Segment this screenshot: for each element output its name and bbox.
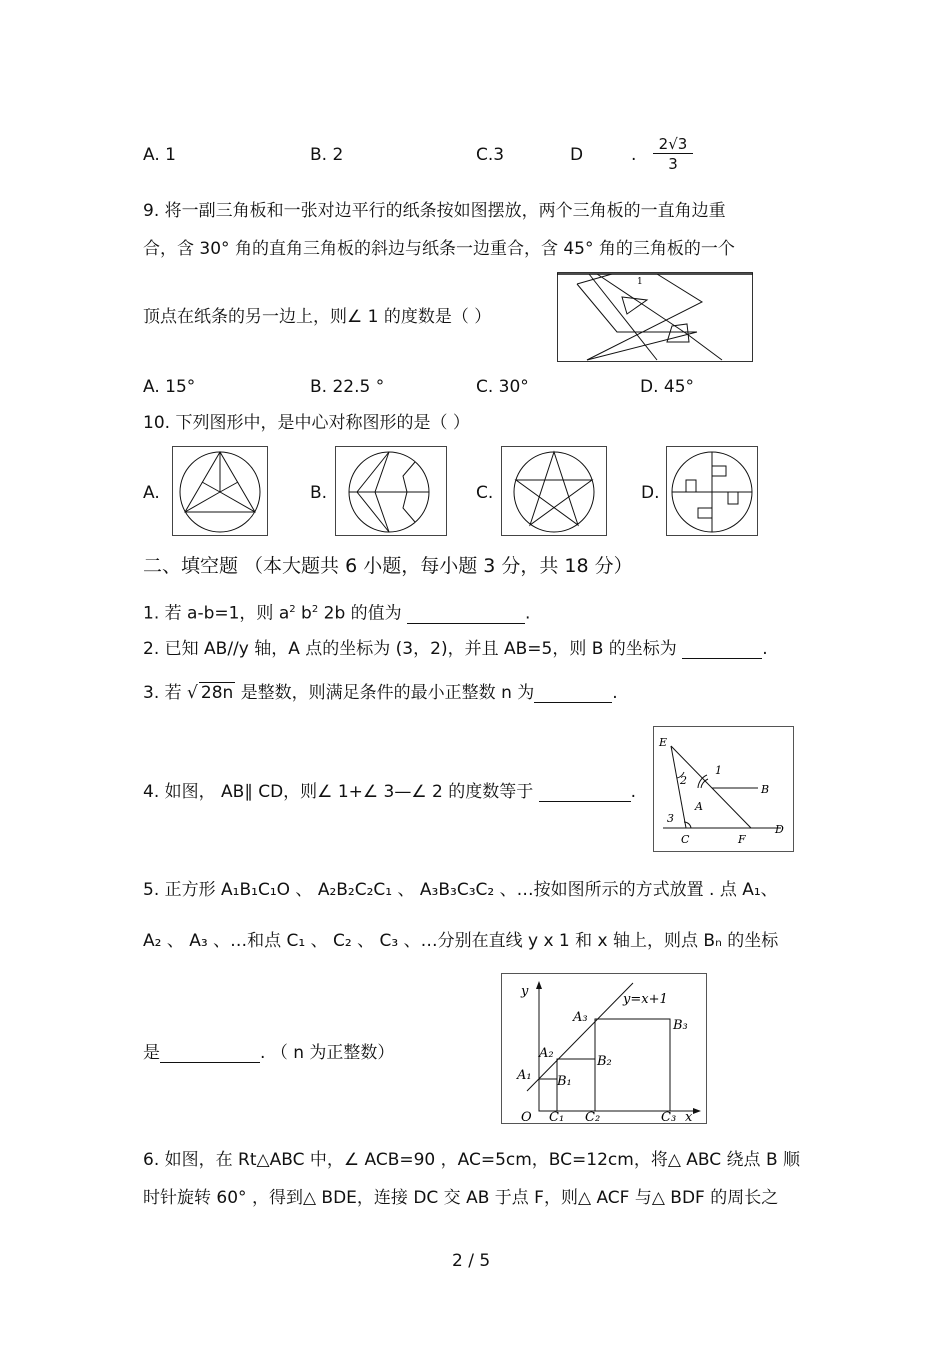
- q10-label-b: B.: [310, 483, 328, 503]
- fill-q3-post: 是整数，则满足条件的最小正整数 n 为: [240, 683, 535, 703]
- q9-option-c: C. 30°: [476, 377, 529, 397]
- fig5-O: O: [521, 1110, 532, 1125]
- q9-option-b: B. 22.5 °: [310, 377, 385, 397]
- q8-option-c: C.3: [476, 145, 505, 165]
- fig5-B2: B₂: [597, 1054, 612, 1069]
- fill-q5-post: （ n 为正整数）: [270, 1043, 395, 1063]
- fig5-y: y: [521, 984, 529, 999]
- fig5-eq: y=x+1: [623, 992, 668, 1007]
- fill-q4-blank[interactable]: [539, 785, 631, 802]
- fig4-3: 3: [667, 812, 674, 825]
- q9-line1: 9. 将一副三角板和一张对边平行的纸条按如图摆放，两个三角板的一直角边重: [143, 201, 726, 221]
- fig5-A1: A₁: [517, 1068, 532, 1083]
- fill-q2: 2. 已知 AB//y 轴，A 点的坐标为 (3，2)，并且 AB=5，则 B 的坐标为 .: [143, 639, 768, 659]
- fig5-x: x: [685, 1110, 693, 1125]
- fig4-2: 2: [680, 774, 687, 787]
- fig4-E: E: [659, 736, 668, 749]
- fill-q5-figure: [501, 973, 707, 1125]
- q8-option-a: A. 1: [143, 145, 176, 165]
- section-title: 二、填空题 （本大题共 6 小题，每小题 3 分，共 18 分）: [143, 555, 633, 577]
- fig5-C3: C₃: [661, 1110, 677, 1125]
- fill-q3-pre: 3. 若: [143, 683, 182, 703]
- fig4-A: A: [695, 800, 703, 813]
- q10-figure-b: [335, 446, 447, 536]
- fig4-F: F: [738, 833, 746, 846]
- q10-stem: 10. 下列图形中，是中心对称图形的是（ ）: [143, 413, 470, 433]
- fill-q2-blank[interactable]: [682, 642, 762, 659]
- q10-label-d: D.: [641, 483, 660, 503]
- fig4-D: D: [775, 823, 784, 836]
- fill-q5-line3: 是 . （ n 为正整数）: [143, 1043, 395, 1063]
- fill-q6-line2: 时针旋转 60° ，得到△ BDE，连接 DC 交 AB 于点 F，则△ ACF 与△ BDF 的周长之: [143, 1188, 779, 1208]
- q8-d-numerator: 2√3: [653, 135, 693, 154]
- q8-d-fraction: [653, 135, 693, 174]
- fill-q4-figure: [653, 726, 794, 853]
- fill-q1-pre: 1. 若 a-b=1，则 a: [143, 603, 290, 624]
- q9-line2: 合，含 30° 角的直角三角板的斜边与纸条一边重合，含 45° 角的三角板的一个: [143, 239, 735, 259]
- fill-q5-line2: A₂ 、 A₃ 、…和点 C₁ 、 C₂ 、 C₃ 、…分别在直线 y x 1 和 x 轴上，则点 Bₙ 的坐标: [143, 931, 779, 951]
- fill-q6-line1: 6. 如图，在 Rt△ABC 中，∠ ACB=90 ，AC=5cm，BC=12cm，将△ ABC 绕点 B 顺: [143, 1150, 801, 1170]
- fig5-B3: B₃: [673, 1018, 688, 1033]
- fill-q1-post: 2b 的值为: [318, 603, 402, 624]
- fill-q4-text: 4. 如图， AB∥ CD，则∠ 1+∠ 3—∠ 2 的度数等于: [143, 782, 534, 802]
- fill-q3-blank[interactable]: [534, 686, 612, 703]
- q10-figure-c: [501, 446, 607, 536]
- fig5-B1: B₁: [557, 1074, 572, 1089]
- q9-option-d: D. 45°: [640, 377, 695, 397]
- fill-q1-mid: b: [295, 603, 312, 624]
- page-number: 2 / 5: [452, 1251, 491, 1271]
- q10-label-a: A.: [143, 483, 160, 503]
- q8-option-d: D: [570, 145, 584, 165]
- fig4-B: B: [761, 783, 770, 796]
- fill-q5-line1: 5. 正方形 A₁B₁C₁O 、 A₂B₂C₂C₁ 、 A₃B₃C₃C₂ 、…按如图所示的方式放置 . 点 A₁、: [143, 880, 778, 900]
- fig5-A3: A₃: [573, 1010, 588, 1025]
- q9-option-a: A. 15°: [143, 377, 196, 397]
- fig5-A2: A₂: [539, 1046, 554, 1061]
- q9-angle-label: 1: [637, 277, 643, 287]
- q8-option-b: B. 2: [310, 145, 344, 165]
- q10-figure-d: [666, 446, 758, 536]
- fill-q3: 3. 若 √ 28n 是整数，则满足条件的最小正整数 n 为 .: [143, 683, 618, 703]
- fig4-C: C: [681, 833, 690, 846]
- fill-q1-blank[interactable]: [407, 607, 525, 624]
- fig5-C2: C₂: [585, 1110, 601, 1125]
- q10-label-c: C.: [476, 483, 494, 503]
- fill-q1-sup1: 2: [289, 604, 296, 615]
- fill-q2-text: 2. 已知 AB//y 轴，A 点的坐标为 (3，2)，并且 AB=5，则 B 的坐标为: [143, 639, 677, 659]
- fill-q1: 1. 若 a-b=1，则 $a^2$ $b^2$ 2b 的值为 .: [143, 603, 531, 624]
- q8-d-denominator: 3: [668, 155, 678, 173]
- fill-q5-blank[interactable]: [160, 1046, 260, 1063]
- fill-q3-radicand: 28n: [200, 683, 234, 703]
- fig4-1: 1: [715, 764, 722, 777]
- fill-q1-sup2: 2: [311, 604, 319, 615]
- fill-q4: 4. 如图， AB∥ CD，则∠ 1+∠ 3—∠ 2 的度数等于 .: [143, 782, 637, 802]
- fig5-C1: C₁: [549, 1110, 565, 1125]
- q10-figure-a: [172, 446, 268, 536]
- fill-q5-pre: 是: [143, 1043, 160, 1063]
- q9-line3: 顶点在纸条的另一边上，则∠ 1 的度数是（ ）: [143, 307, 492, 327]
- q9-figure: [557, 272, 754, 364]
- q8-option-d-dot: .: [631, 145, 637, 165]
